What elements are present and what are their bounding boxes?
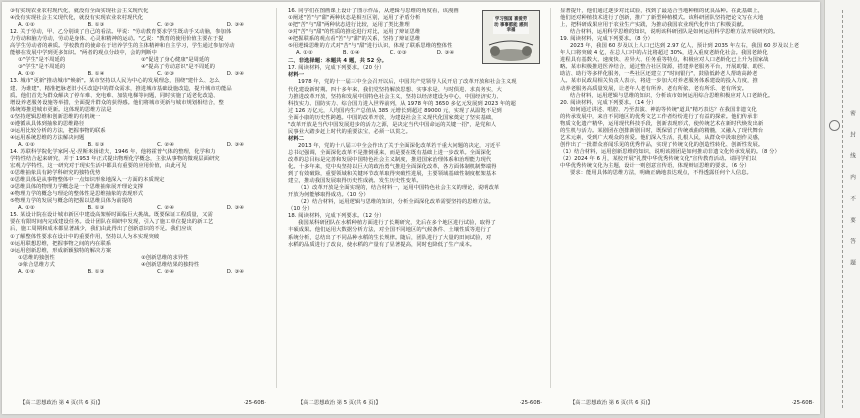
material-text: 科技实力、国防实力、综合国力进入世界前列，从 1978 年的 3650 多亿元发展到 2023 年的超 <box>288 100 516 107</box>
statement: ③思维具体的物理力学概念是一个思维抽象展开理论支撑 <box>10 184 144 191</box>
hole-mark-icon <box>829 120 840 131</box>
statement: ①思维抽象具有跨学科研究的独特优势 <box>10 170 101 177</box>
question-15-stem: 要在有限时间内完成建设任务。设计团队在调研中发现，引入了施工单位提出的新工艺 <box>10 219 214 226</box>
comic-illustration <box>482 10 540 64</box>
choice-d[interactable]: D. ③④ <box>226 268 244 275</box>
column-2 <box>288 8 542 390</box>
column-divider <box>276 8 277 388</box>
material-text: 创作出了一批群众喜闻乐见的优秀作品，实现了传统文化的创造性转化、创新性发展。 <box>560 141 764 148</box>
material-text: 上，把科研成果应用于农业生产实践，为推动我国农业现代化作出了积极贡献。 <box>560 22 748 29</box>
choice-a[interactable]: A. ①② <box>18 141 35 148</box>
statement: ②运用联想思维，把握事物之间的内在联系 <box>10 240 112 247</box>
material-text: 动养老服务高质量发展，让老年人老有所养、老有所依、老有所乐、老有所安。 <box>560 85 748 92</box>
choice-b[interactable]: B. ①④ <box>87 71 105 78</box>
statement: ②"促进了身心健康"是周延的 <box>141 57 210 64</box>
material-text: 2023 年，我国 60 岁及以上人口已达到 2.97 亿人，预计到 2035 年左右，我国 60 岁及以上老 <box>570 43 800 50</box>
seal-line <box>842 10 844 408</box>
sub-question: 要求：能用具体的思维方法，明确正确地表达观点，不得透露任何个人信息。 <box>570 170 752 177</box>
sub-question: （1）结合材料，运用创新思维的知识，说明该剧团是如何推动非遗文化传承发展的。（8 分） <box>560 148 780 155</box>
question-13-stem: 13. 城市"更新"推动城市"焕新"。某市坚持以人民为中心的发展理念，围绕"建什么、怎么 <box>10 78 220 85</box>
footer-code: ·25-60B· <box>519 400 542 406</box>
choice-d[interactable]: D. ③④ <box>226 141 244 148</box>
question-18-head: 18. 阅读材料，完成下列要求。（12 分） <box>288 213 385 220</box>
question-13-stem: 建、为谁建"，精准把脉老旧小区改造中的群众需求，推进城市基础设施改造，提升城市功能品 <box>10 85 232 92</box>
statement: ③"学生"是不周延的 <box>18 64 66 71</box>
statement: ③运用比较分析的方法，把握事物的联系 <box>10 127 106 134</box>
question-14-stem: 学特性结合起来研究，并于 1953 年正式提出物理化学概念，主张从事物的微观层面研究 <box>10 155 220 162</box>
material-label: 材料二 <box>288 135 305 142</box>
sub-question: 开放为何能够取得成功。（10 分） <box>288 192 369 199</box>
choice-d[interactable]: D. ③④ <box>226 205 244 212</box>
seal-line-notice: 密 封 线 内 不 要 答 题 <box>849 110 855 273</box>
sub-question: 中华优秀传统文化为主题，设计一则创意宣传语，体现辩证思维的要求。（6 分） <box>560 163 750 170</box>
material-text: 到了有效破除，重要领域和关键环节改革取得突破性进展，主要领域基础性制度框架基本 <box>288 171 497 178</box>
question-20-head: 20. 阅读材料，完成下列要求。（14 分） <box>560 99 657 106</box>
choice-row <box>10 142 266 149</box>
column-3 <box>560 8 814 390</box>
material-text: 2013 年，党的十八届三中全会作出了关于全面深化改革若干重大问题的决定，习近平 <box>298 142 501 149</box>
statement-grid <box>10 255 266 269</box>
material-text: 民事业大踏步赶上时代的重要法宝，必须一以贯之。 <box>288 128 411 135</box>
statement: ③对"苦"与"甜"的性质的推论进行对比，运用了辩证思维 <box>288 29 421 36</box>
material-text: 人。某市民政局相关负责人表示，将进一步加大对养老服务体系建设的投入力度，推 <box>560 78 758 85</box>
material-label: 材料一 <box>288 72 305 79</box>
statement: ①"学生"是不周延的 <box>18 57 66 64</box>
section-heading: 二、非选择题：本题共 4 题，共 52 分。 <box>288 58 387 65</box>
question-13-stem: 体统筹推进城市更新。这体现的思维方法是 <box>10 106 112 113</box>
sub-question: （10 分） <box>288 206 313 213</box>
choice-c[interactable]: C. ②④ <box>157 205 174 212</box>
material-text: 如何通过讲述、唱腔、乃至表演、神韵等传统"道具"精巧表达？在我国非遗文化 <box>570 106 757 113</box>
question-12-stem: 高学生劳动者的素质。学校教育的使命在于培养学生的主体精神和自主学习，学生通过参加劳动 <box>10 43 235 50</box>
material-text: 改革的总目标是完善和发展中国特色社会主义制度，推进国家治理体系和治理能力现代 <box>288 156 492 163</box>
choice-c[interactable]: C. ②③ <box>157 22 174 29</box>
footer-code: ·25-60B· <box>791 400 814 406</box>
sub-question: 结合材料，运用科学思维的知识，说明该科研团队是如何运用科学思维方法开展研究的。 <box>570 29 779 36</box>
choice-b[interactable]: B. ①③ <box>87 22 105 29</box>
statement: ④"提高了劳动意识"是不周延的 <box>141 64 215 71</box>
statement: ①阐述"苦"与"甜"两种状态是相互区别，运用了矛盾分析 <box>288 15 421 22</box>
question-14-stem: 宏观力学特性，这一研究对于现实生活中都具有重要的应用价值，由此可见 <box>10 163 187 170</box>
footer-page-label: 【高二思想政治 第 6 页(共 6 页)】 <box>570 400 653 406</box>
question-12-stem: 能够在发展中学到更多知识。"两者的观点分歧中，会的判断中 <box>10 50 157 57</box>
choice-d[interactable]: D. ③④ <box>226 22 244 29</box>
choice-c[interactable]: C. ②④ <box>157 141 174 148</box>
statement: ④物理力学的概念与理论的整体性是思维抽象的表现形式 <box>10 191 144 198</box>
choice-b[interactable]: B. ①③ <box>87 141 105 148</box>
material-text: 代化建设新时期。四十多年来，我们党坚持解放思想、实事求是、与时俱进、求真务实，大 <box>288 86 502 93</box>
question-19-head: 19. 阅读材料，完成下列要求。（8 分） <box>560 36 654 43</box>
question-13-stem: 质。他们首先为群众解决了停车难、充电难、加装电梯等问题，同时实施了适老化改造、 <box>10 92 219 99</box>
statement: ④创新思维结果的独特性 <box>141 261 200 268</box>
material-text: 的生机与活力。某剧团在创排新剧目时，既保留了传统戏曲的精髓，又融入了现代舞台 <box>560 127 764 134</box>
choice-c[interactable]: C. ②④ <box>157 268 174 275</box>
material-text: 助洁、助行等多样化服务，一些社区还建立了"时间银行"，鼓励低龄老人帮助高龄老 <box>560 71 758 78</box>
material-text: 略。某市积极推进医养结合，通过整合社区资源，搭建养老服务平台，开展助餐、助医、 <box>560 64 769 71</box>
column-1 <box>10 8 266 390</box>
intro-line: ④没有实现社会主义现代化，就没有实现农业农村现代化 <box>10 15 144 22</box>
question-16-stem: 16. 同学们在图画课上设计了图示作品，从逻辑与思维的角度看，该漫画 <box>288 8 459 14</box>
material-text: 丰硕成果。他们运用大数据分析方法，对全国不同地区的气候条件、土壤性质等进行了 <box>288 227 492 234</box>
statement: ②创新思维的求异性 <box>141 254 189 261</box>
choice-a[interactable]: A. ①② <box>18 71 35 78</box>
footer-code: ·25-60B· <box>243 400 266 406</box>
material-text: 总书记强调，全面深化改革不是推倒重来，而是要在既有基础上进一步改革。全面深化 <box>288 149 492 156</box>
footer-page-label: 【高二思想政治 第 4 页(共 6 页)】 <box>20 400 103 406</box>
sub-question: （1）改革开放是全面实现的，结合材料一，运用中国特色社会主义的理论，说明改革 <box>298 185 500 192</box>
sub-question: （2）2024 年 6 月，某校开展"礼赞中华优秀传统文化"宣传教育活动。请同学们以 <box>560 155 757 162</box>
statement: ①了解整体性要求在设计中的重要作用，坚持以人为本实现突破 <box>10 233 160 240</box>
footer-page-label: 【高二思想政治 第 5 页(共 6 页)】 <box>298 400 381 406</box>
material-text: "改革开放是当代中国发展进步的活力之源，是决定当代中国命运的关键一招"，是党和人 <box>288 121 497 128</box>
material-text: 过 126 万亿元，人均国内生产总值从 385 元增长到超过 89000 元，实现了从温饱不足到 <box>288 107 502 114</box>
material-text: 的传承发展中，来自不同地区的优秀文艺工作者纷纷进行了有益的探索。他们传承非 <box>560 113 758 120</box>
choice-row <box>288 50 476 57</box>
choice-a[interactable]: A. ①② <box>18 268 35 275</box>
question-15-stem: 15. 某设计院在设计城市新区中建设高架桥时面临巨大挑战。既要保证工程质量，又需 <box>10 212 213 219</box>
choice-a[interactable]: A. ①② <box>18 205 35 212</box>
statement: ②遵循从具体到抽象的思维路径 <box>10 120 85 127</box>
material-text: 艺术元素，受到广大观众的喜爱。他们深入生活，扎根人民，从群众中汲取创作灵感， <box>560 134 764 141</box>
statement-grid <box>10 57 266 71</box>
question-12-stem: 力劳动和脑力劳动，劳动是身体、心灵和精神的运动。"乙说："教育的使用价值主要在于提 <box>10 36 224 43</box>
choice-b[interactable]: B. ①③ <box>87 268 105 275</box>
statement: ④把握联系的观点看"苦"与"甜"的关系，坚持了辩证思维 <box>288 36 421 43</box>
exam-paper <box>2 2 820 414</box>
material-text: 物质文化遗产精华，运用现代科技手段，创新表现形式，使传统艺术在新时代焕发出新 <box>560 120 764 127</box>
choice-d[interactable]: D. ③④ <box>226 71 244 78</box>
statement: ②把"苦"与"甜"两种状态进行比较，运用了类比推理 <box>288 22 410 29</box>
choice-c[interactable]: C. ②③ <box>157 71 174 78</box>
choice-row <box>10 269 266 276</box>
choice-b[interactable]: B. ①③ <box>87 205 105 212</box>
page-footer <box>20 398 266 408</box>
sub-question: 结合材料，运用逻辑与思维的知识，分析该市如何运用综合思维积极应对人口老龄化。 <box>570 92 774 99</box>
statement: ④运用系统思维的方法解决问题 <box>10 134 85 141</box>
material-text: 我国某科研团队在水稻种植方面进行了长期研究，先后在多个地区进行试验，取得了 <box>298 220 496 227</box>
choice-d[interactable]: D. ③④ <box>436 50 454 57</box>
choice-c[interactable]: C. ②③ <box>389 50 407 57</box>
material-text: 化。十多年来，党中央坚持以巨大的政治勇气推进全面深化改革，各方面体制机制弊端得 <box>288 164 497 171</box>
question-13-stem: 增设养老服务设施等举措，全面提升群众的获得感。他们将城市更新与城市规划相结合，整 <box>10 99 224 106</box>
choice-a[interactable]: A. ①② <box>18 22 35 29</box>
material-text: 力推进改革开放，坚持和发展中国特色社会主义，坚持以经济建设为中心，中国经济实力、 <box>288 93 502 100</box>
material-text: 建立，推动我国发展取得历史性成就、发生历史性变革。 <box>288 178 422 185</box>
material-text: 他们还对种植技术进行了创新，推广了新型种植模式。该科研团队坚持把论文写在大地 <box>560 15 764 22</box>
question-15-stem: 后，施工周期和成本都显著减少，我们由此得出了创新意识的不足。我们应该 <box>10 226 192 233</box>
column-divider <box>550 8 551 388</box>
material-text: 1978 年，党的十一届三中全会召开以后，中国共产党领导人民开启了改革开放和社会主义现 <box>298 79 517 86</box>
material-text: 全面小康的历史性跨越。中国的改革开放，为建设社会主义现代化国家奠定了坚实基础， <box>288 114 497 121</box>
intro-line: ③有实现农业农村现代化，就没有全面实现社会主义现代化 <box>10 8 149 14</box>
statement: ①坚持逻辑思维和创新思维的有机统一 <box>10 113 101 120</box>
choice-b[interactable]: B. ①④ <box>342 50 360 57</box>
material-text: 显著提升，他们通过逐步对比试验，找到了最适合当地种植的优良品种。在此基础上， <box>560 8 764 14</box>
choice-a[interactable]: A. ①② <box>296 50 313 57</box>
statement: ②思维具体是从事物整体中一点知识形象地深入一方面的本质规定 <box>10 177 165 184</box>
statement: ⑤物理力学的发展与概念的把握以思维具体为前提的 <box>10 198 133 205</box>
sub-question: （2）结合材料，运用逻辑与思维的知识，分析全面深化改革需要坚持的思维方法。 <box>298 199 494 206</box>
statement: ⑤用逻辑思维的方式对"苦"与"甜"进行认识，体现了联系思维的整体性 <box>288 43 453 50</box>
question-14-stem: 14. 苏联科学院化学家阿·尼·涅斯米扬诺夫，1946 年，他将霍普气体的整理，化学和力 <box>10 148 216 155</box>
comic-caption: 学习强国 喜爱劳动 事事都能 感到幸福 <box>494 17 528 34</box>
statement: ①思维的独创性 <box>18 254 55 261</box>
statement: ③象合思维方式 <box>18 261 55 268</box>
material-text: 系统分析，总结出了不同品种水稻的生长规律。随后，团队进行了大量的田间试验，对 <box>288 234 492 241</box>
page-footer <box>298 398 542 408</box>
question-12-stem: 12. 关于劳动，甲、乙分别谈了自己的看法。甲说："劳动教育要求学生既动手又动脑，参加体 <box>10 29 232 36</box>
question-17-head: 17. 阅读材料，完成下列要求。（20 分） <box>288 65 385 72</box>
material-text: 水稻的品质进行了改良，使水稻的产量有了显著提高，同时也降低了生产成本。 <box>288 241 476 248</box>
statement: ③运用创新思维，形成新颖独特的解决方案 <box>10 247 112 254</box>
material-text: 进程具有基数大、速度快、差异大、任务重等特点，积极应对人口老龄化已上升为国家战 <box>560 57 769 64</box>
page-footer <box>570 398 814 408</box>
binding-margin <box>824 0 860 418</box>
material-text: 年人口将突破 4 亿，在总人口中的占比将超过 30%，进入重度老龄化社会。我国老龄化 <box>560 50 768 57</box>
